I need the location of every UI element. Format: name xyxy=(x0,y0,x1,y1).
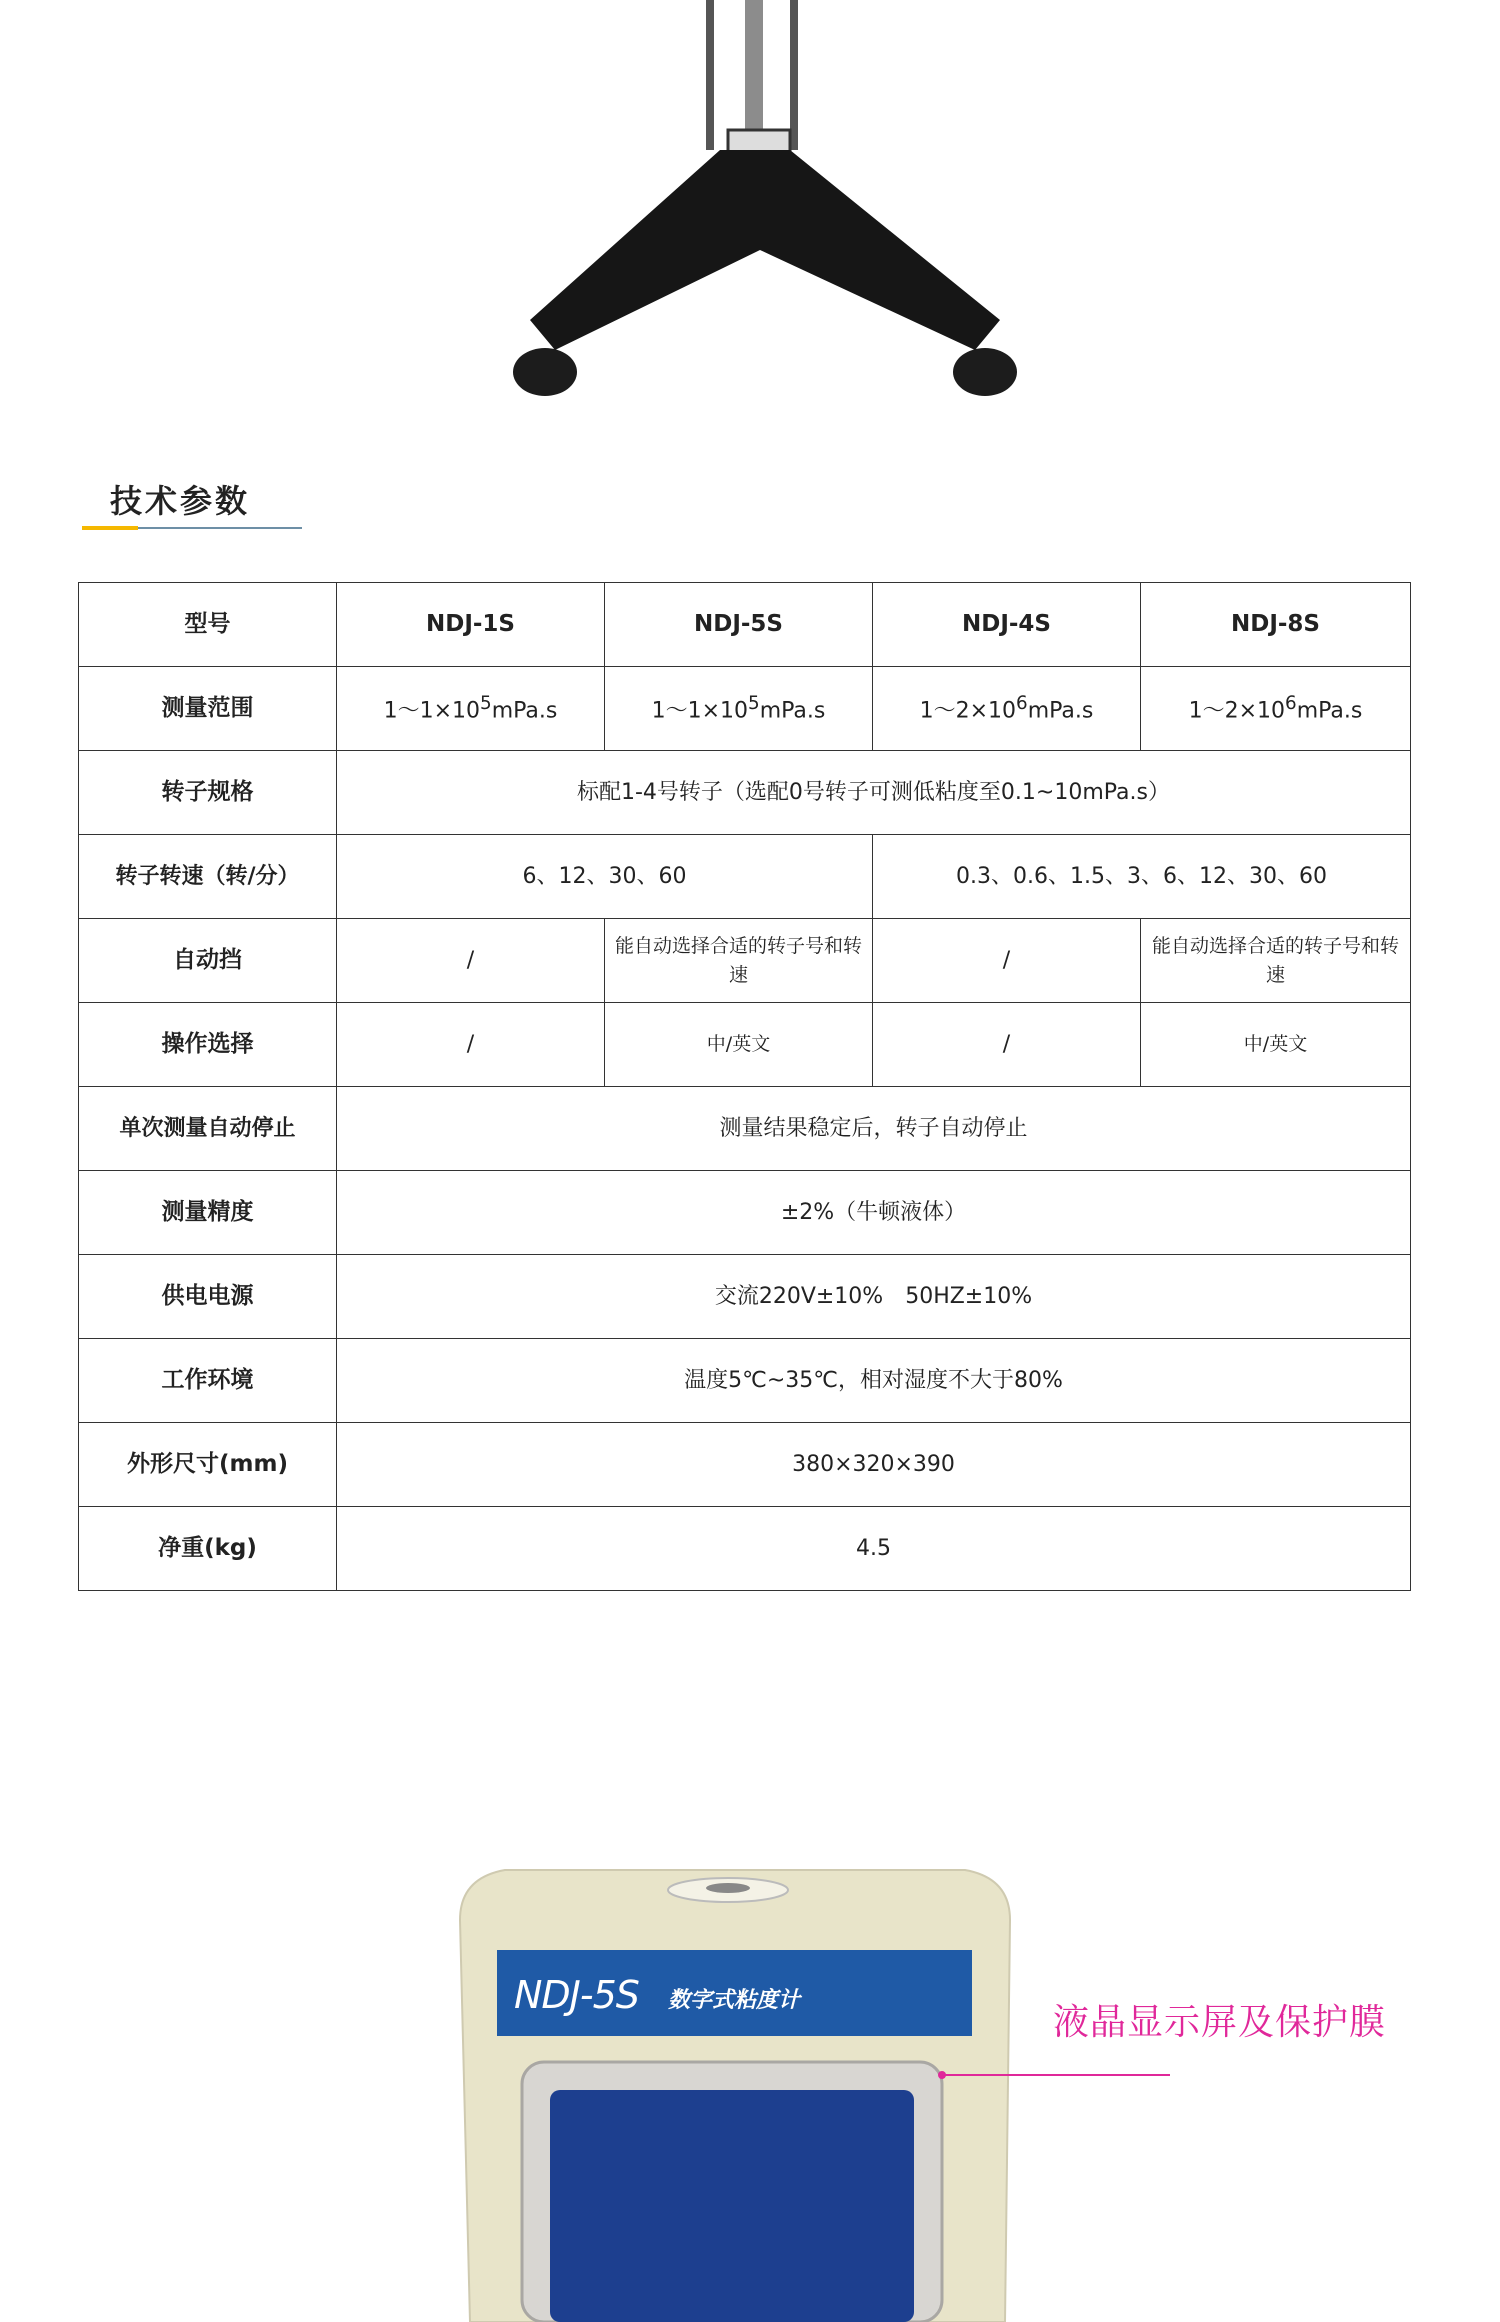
stand-pole-bracket-left xyxy=(706,0,714,150)
table-row xyxy=(79,919,1411,1003)
auto-range-cell: 能自动选择合适的转子号和转速 xyxy=(1141,919,1411,1003)
device-subtitle-label: 数字式粘度计 xyxy=(668,1988,801,2013)
row-label-power: 供电电源 xyxy=(79,1255,337,1339)
table-row xyxy=(79,583,1411,667)
stand-base xyxy=(530,150,1000,350)
range-unit: mPa.s xyxy=(491,697,558,723)
callout-label: 液晶显示屏及保护膜 xyxy=(1053,2002,1387,2043)
range-unit: mPa.s xyxy=(1027,697,1094,723)
rotor-speed-value-a: 6、12、30、60 xyxy=(337,835,873,919)
range-base: 1～1×10 xyxy=(651,697,749,723)
range-exponent: 5 xyxy=(748,692,760,714)
stand-foot-left xyxy=(513,348,577,396)
rotor-speed-value-b: 0.3、0.6、1.5、3、6、12、30、60 xyxy=(873,835,1411,919)
table-row xyxy=(79,1087,1411,1171)
language-cell: / xyxy=(337,1003,605,1087)
table-row xyxy=(79,1171,1411,1255)
device-front-image xyxy=(0,1840,1500,2322)
rotor-spec-value: 标配1-4号转子（选配0号转子可测低粘度至0.1~10mPa.s） xyxy=(337,751,1411,835)
language-cell: / xyxy=(873,1003,1141,1087)
range-base: 1～1×10 xyxy=(383,697,481,723)
range-base: 1～2×10 xyxy=(1188,697,1286,723)
auto-range-cell: / xyxy=(873,919,1141,1003)
spec-table xyxy=(78,582,1411,1591)
row-label-weight: 净重(kg) xyxy=(79,1507,337,1591)
device-top-knob-center xyxy=(706,1883,750,1893)
row-label-dimensions: 外形尺寸(mm) xyxy=(79,1423,337,1507)
table-row xyxy=(79,1507,1411,1591)
auto-range-cell: 能自动选择合适的转子号和转速 xyxy=(605,919,873,1003)
model-header: NDJ-1S xyxy=(337,583,605,667)
table-row xyxy=(79,751,1411,835)
row-label-range: 测量范围 xyxy=(79,667,337,751)
table-row xyxy=(79,1423,1411,1507)
row-label-auto-stop: 单次测量自动停止 xyxy=(79,1087,337,1171)
range-exponent: 6 xyxy=(1285,692,1297,714)
viscometer-stand-image xyxy=(0,0,1500,420)
table-row xyxy=(79,667,1411,751)
row-label-model: 型号 xyxy=(79,583,337,667)
stand-pole xyxy=(745,0,763,140)
row-label-language: 操作选择 xyxy=(79,1003,337,1087)
range-exponent: 5 xyxy=(480,692,492,714)
range-exponent: 6 xyxy=(1016,692,1028,714)
row-label-rotor-speed: 转子转速（转/分） xyxy=(79,835,337,919)
table-row xyxy=(79,1339,1411,1423)
range-cell xyxy=(873,667,1141,751)
row-label-rotor-spec: 转子规格 xyxy=(79,751,337,835)
auto-range-cell: / xyxy=(337,919,605,1003)
range-unit: mPa.s xyxy=(1296,697,1363,723)
model-header: NDJ-4S xyxy=(873,583,1141,667)
model-header: NDJ-5S xyxy=(605,583,873,667)
stand-foot-right xyxy=(953,348,1017,396)
auto-stop-value: 测量结果稳定后，转子自动停止 xyxy=(337,1087,1411,1171)
row-label-auto-range: 自动挡 xyxy=(79,919,337,1003)
table-row xyxy=(79,1003,1411,1087)
accuracy-value: ±2%（牛顿液体） xyxy=(337,1171,1411,1255)
device-screen xyxy=(550,2090,914,2322)
section-title: 技术参数 xyxy=(110,482,251,520)
title-underline-accent xyxy=(82,526,138,530)
table-row xyxy=(79,835,1411,919)
row-label-accuracy: 测量精度 xyxy=(79,1171,337,1255)
table-row xyxy=(79,1255,1411,1339)
row-label-environment: 工作环境 xyxy=(79,1339,337,1423)
language-cell: 中/英文 xyxy=(1141,1003,1411,1087)
range-cell xyxy=(605,667,873,751)
range-cell xyxy=(1141,667,1411,751)
range-unit: mPa.s xyxy=(759,697,826,723)
language-cell: 中/英文 xyxy=(605,1003,873,1087)
environment-value: 温度5℃~35℃，相对湿度不大于80% xyxy=(337,1339,1411,1423)
device-brand-label: NDJ-5S xyxy=(514,1973,639,2017)
stand-pole-bracket-right xyxy=(790,0,798,150)
model-header: NDJ-8S xyxy=(1141,583,1411,667)
range-base: 1～2×10 xyxy=(919,697,1017,723)
title-underline-line xyxy=(138,527,302,529)
callout-dot xyxy=(938,2071,946,2079)
dimensions-value: 380×320×390 xyxy=(337,1423,1411,1507)
range-cell xyxy=(337,667,605,751)
weight-value: 4.5 xyxy=(337,1507,1411,1591)
power-value: 交流220V±10% 50HZ±10% xyxy=(337,1255,1411,1339)
